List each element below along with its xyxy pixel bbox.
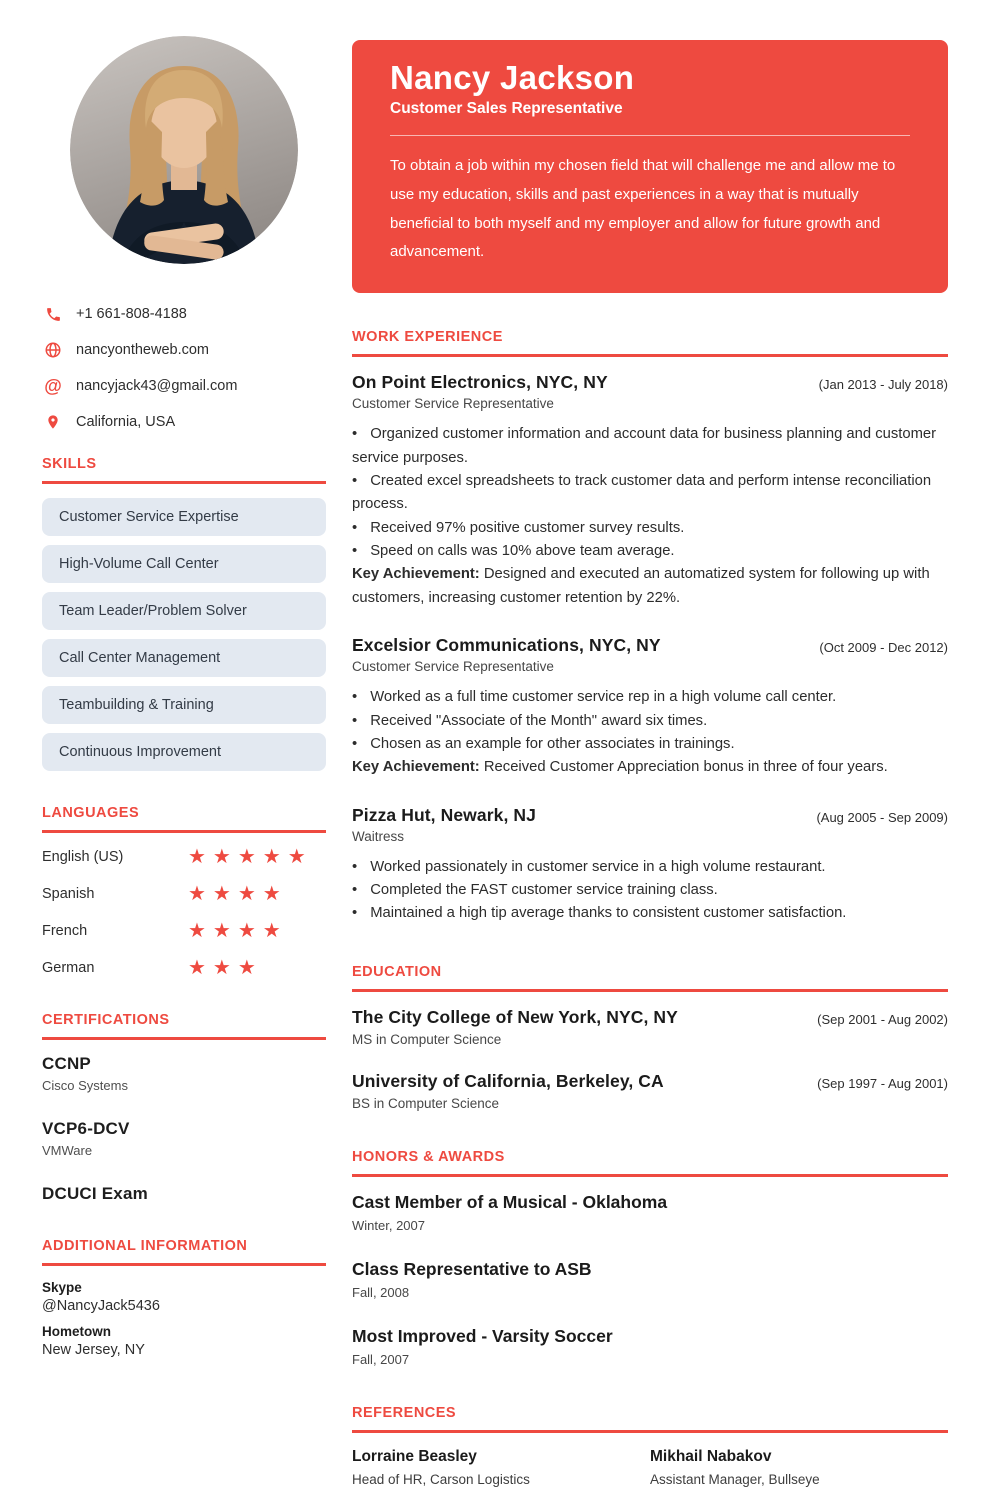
skill-pill: High-Volume Call Center bbox=[42, 545, 326, 583]
certification-name: CCNP bbox=[42, 1054, 91, 1073]
honor-date: Fall, 2007 bbox=[352, 1351, 410, 1367]
key-achievement-text: Received Customer Appreciation bonus in three of four years. bbox=[483, 759, 888, 776]
additional-info-section-title: ADDITIONAL INFORMATION bbox=[42, 1238, 326, 1266]
job-bullet: • Worked as a full time customer service rep in a high volume call center. bbox=[352, 686, 948, 709]
additional-info-list bbox=[42, 1280, 326, 1358]
school-name: The City College of New York, NYC, NY bbox=[352, 1006, 678, 1027]
phone-icon bbox=[42, 304, 64, 324]
job-role: Waitress bbox=[352, 828, 405, 844]
contact-website bbox=[42, 340, 326, 360]
additional-info-value: New Jersey, NY bbox=[42, 1342, 145, 1358]
education-section bbox=[352, 964, 948, 1111]
job-entry bbox=[352, 372, 948, 610]
skill-pill: Team Leader/Problem Solver bbox=[42, 592, 326, 630]
star-rating: ★★★★★ bbox=[188, 846, 313, 868]
skills-list bbox=[42, 498, 326, 771]
star-rating: ★★★★ bbox=[188, 883, 288, 905]
globe-icon bbox=[42, 340, 64, 360]
main-content bbox=[352, 40, 948, 1487]
job-bullet: • Created excel spreadsheets to track customer data and perform intense reconciliation process. bbox=[352, 470, 948, 517]
sidebar bbox=[42, 40, 326, 1487]
job-bullet: • Chosen as an example for other associates in trainings. bbox=[352, 733, 948, 756]
reference-name: Mikhail Nabakov bbox=[650, 1447, 772, 1465]
candidate-name: Nancy Jackson bbox=[390, 59, 635, 96]
certification-item bbox=[42, 1119, 326, 1158]
language-name: English (US) bbox=[42, 849, 124, 865]
skills-section-title: SKILLS bbox=[42, 456, 326, 484]
references-section bbox=[352, 1405, 948, 1487]
additional-info-item bbox=[42, 1280, 326, 1314]
additional-info-item bbox=[42, 1324, 326, 1358]
work-experience-title: WORK EXPERIENCE bbox=[352, 329, 948, 357]
education-entry bbox=[352, 1007, 948, 1047]
website: nancyontheweb.com bbox=[76, 342, 209, 358]
header-banner bbox=[352, 40, 948, 293]
school-degree: BS in Computer Science bbox=[352, 1095, 500, 1111]
languages-list bbox=[42, 847, 326, 978]
job-entry bbox=[352, 635, 948, 780]
honor-date: Fall, 2008 bbox=[352, 1284, 410, 1300]
work-experience-section bbox=[352, 329, 948, 926]
skill-pill: Continuous Improvement bbox=[42, 733, 326, 771]
banner-divider bbox=[390, 135, 910, 136]
job-bullet: • Organized customer information and account data for business planning and customer service purposes. bbox=[352, 423, 948, 470]
reference-entry bbox=[650, 1448, 948, 1487]
reference-role: Assistant Manager, Bullseye bbox=[650, 1471, 820, 1487]
school-degree: MS in Computer Science bbox=[352, 1031, 502, 1047]
skill-pill: Customer Service Expertise bbox=[42, 498, 326, 536]
objective-summary: To obtain a job within my chosen field that will challenge me and allow me to use my education, skills and past experiences in a way that is mutually beneficial to both myself and my employer and allow for future growth and advancement. bbox=[390, 157, 896, 261]
language-row bbox=[42, 921, 326, 941]
honor-entry bbox=[352, 1192, 948, 1233]
star-rating: ★★★ bbox=[188, 957, 263, 979]
certification-org: Cisco Systems bbox=[42, 1078, 128, 1093]
job-company: On Point Electronics, NYC, NY bbox=[352, 372, 608, 393]
certifications-list bbox=[42, 1054, 326, 1204]
reference-entry bbox=[352, 1448, 650, 1487]
email: nancyjack43@gmail.com bbox=[76, 378, 238, 394]
candidate-title: Customer Sales Representative bbox=[390, 100, 623, 117]
honors-section bbox=[352, 1149, 948, 1367]
contact-phone bbox=[42, 304, 326, 324]
certification-org: VMWare bbox=[42, 1143, 93, 1158]
language-row bbox=[42, 958, 326, 978]
job-dates: (Aug 2005 - Sep 2009) bbox=[816, 809, 948, 825]
honor-entry bbox=[352, 1326, 948, 1367]
skill-pill: Call Center Management bbox=[42, 639, 326, 677]
language-name: French bbox=[42, 923, 88, 939]
job-bullet: • Received 97% positive customer survey results. bbox=[352, 517, 948, 540]
skill-pill: Teambuilding & Training bbox=[42, 686, 326, 724]
job-bullet: • Completed the FAST customer service training class. bbox=[352, 879, 948, 902]
star-rating: ★★★★ bbox=[188, 920, 288, 942]
key-achievement bbox=[352, 563, 948, 610]
contact-location bbox=[42, 412, 326, 432]
reference-role: Head of HR, Carson Logistics bbox=[352, 1471, 530, 1487]
contact-email bbox=[42, 376, 326, 396]
language-row bbox=[42, 884, 326, 904]
job-bullet: • Received "Associate of the Month" award six times. bbox=[352, 710, 948, 733]
profile-photo bbox=[70, 36, 298, 264]
job-company: Excelsior Communications, NYC, NY bbox=[352, 635, 661, 656]
location: California, USA bbox=[76, 414, 176, 430]
certification-name: VCP6-DCV bbox=[42, 1119, 130, 1138]
certification-name: DCUCI Exam bbox=[42, 1184, 148, 1203]
language-row bbox=[42, 847, 326, 867]
school-dates: (Sep 1997 - Aug 2001) bbox=[817, 1075, 948, 1091]
job-role: Customer Service Representative bbox=[352, 396, 554, 412]
language-name: Spanish bbox=[42, 886, 95, 902]
job-company: Pizza Hut, Newark, NJ bbox=[352, 804, 536, 825]
contact-list bbox=[42, 304, 326, 432]
reference-name: Lorraine Beasley bbox=[352, 1447, 477, 1465]
honors-title: HONORS & AWARDS bbox=[352, 1149, 948, 1177]
honor-name: Class Representative to ASB bbox=[352, 1258, 592, 1279]
phone-number: +1 661-808-4188 bbox=[76, 306, 187, 322]
job-entry bbox=[352, 805, 948, 926]
school-dates: (Sep 2001 - Aug 2002) bbox=[817, 1011, 948, 1027]
certification-item bbox=[42, 1184, 326, 1204]
additional-info-label: Skype bbox=[42, 1280, 82, 1295]
job-dates: (Jan 2013 - July 2018) bbox=[818, 377, 948, 393]
at-icon: @ bbox=[44, 376, 62, 396]
job-role: Customer Service Representative bbox=[352, 659, 554, 675]
languages-section-title: LANGUAGES bbox=[42, 805, 326, 833]
language-name: German bbox=[42, 960, 95, 976]
job-dates: (Oct 2009 - Dec 2012) bbox=[819, 640, 948, 656]
honor-entry bbox=[352, 1259, 948, 1300]
honor-name: Cast Member of a Musical - Oklahoma bbox=[352, 1191, 668, 1212]
profile-photo-illustration bbox=[70, 36, 298, 264]
education-title: EDUCATION bbox=[352, 964, 948, 992]
key-achievement bbox=[352, 756, 948, 779]
location-pin-icon bbox=[42, 412, 64, 432]
honor-name: Most Improved - Varsity Soccer bbox=[352, 1325, 613, 1346]
job-bullet: • Speed on calls was 10% above team average. bbox=[352, 540, 948, 563]
additional-info-label: Hometown bbox=[42, 1324, 111, 1339]
key-achievement-label: Key Achievement: bbox=[352, 759, 480, 776]
honor-date: Winter, 2007 bbox=[352, 1217, 425, 1233]
additional-info-value: @NancyJack5436 bbox=[42, 1298, 160, 1314]
key-achievement-text: Designed and executed an automatized system for following up with customers, increasing customer retention by 22%. bbox=[352, 566, 930, 606]
education-entry bbox=[352, 1071, 948, 1111]
references-title: REFERENCES bbox=[352, 1405, 948, 1433]
certifications-section-title: CERTIFICATIONS bbox=[42, 1012, 326, 1040]
job-bullet: • Maintained a high tip average thanks to consistent customer satisfaction. bbox=[352, 902, 948, 925]
school-name: University of California, Berkeley, CA bbox=[352, 1070, 664, 1091]
job-bullet: • Worked passionately in customer service in a high volume restaurant. bbox=[352, 856, 948, 879]
certification-item bbox=[42, 1054, 326, 1093]
key-achievement-label: Key Achievement: bbox=[352, 566, 480, 583]
